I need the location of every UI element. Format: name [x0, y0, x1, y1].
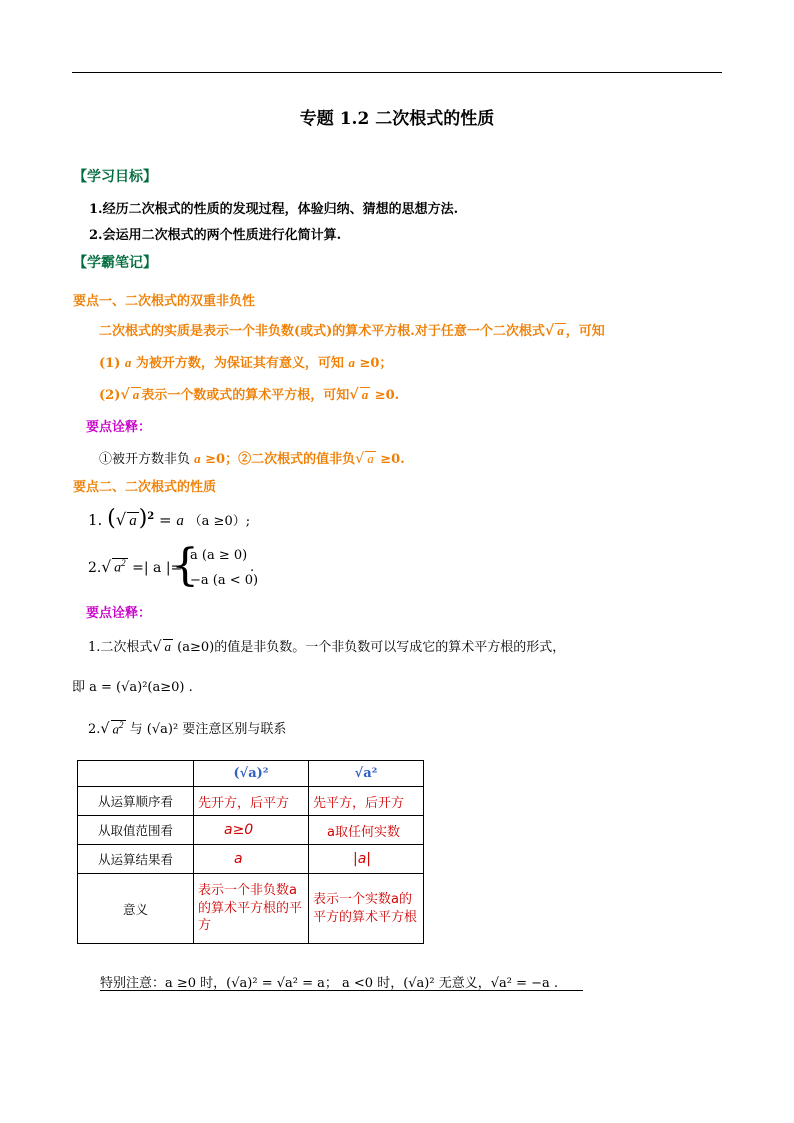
point1-line1: 二次根式的实质是表示一个非负数(或式)的算术平方根.对于任意一个二次根式√ a ，可知	[99, 323, 605, 339]
piecewise-brace: {	[171, 540, 199, 591]
table-cell: 表示一个非负数a的算术平方根的平方	[194, 874, 309, 944]
row-label: 从运算顺序看	[78, 787, 194, 816]
goal-2: 2.会运用二次根式的两个性质进行化简计算.	[89, 228, 342, 243]
case-2: −a (a < 0)	[190, 573, 259, 588]
property-1: 1. (√ a)$^2$ = a （a ≥0）;	[88, 506, 251, 531]
page-title: 专题 1.2 二次根式的性质	[299, 109, 495, 129]
row-label: 意义	[78, 874, 194, 944]
col-header-sqrt-then-square: (√a)²	[194, 761, 309, 787]
table-cell: a≥0	[194, 816, 309, 845]
table-row	[78, 845, 424, 874]
table-corner	[78, 761, 194, 787]
row-label: 从运算结果看	[78, 845, 194, 874]
point1-item2: (2)√ a 表示一个数或式的算术平方根，可知√ a ≥0.	[99, 387, 400, 403]
explain-label-1: 要点诠释：	[86, 420, 152, 435]
special-note-underline	[100, 990, 583, 991]
point1-explain: ①被开方数非负 a ≥0；②二次根式的值非负√ a ≥0.	[99, 451, 405, 467]
explain-label-2: 要点诠释：	[86, 606, 152, 621]
table-row	[78, 816, 424, 845]
top-rule	[72, 72, 722, 73]
property-2-period: .	[250, 560, 255, 575]
point2-heading: 要点二、二次根式的性质	[73, 480, 217, 495]
property-2: 2.√ $a^2$ =| a |=	[88, 558, 183, 576]
explain-1-line2: 即 a = (√a)²(a≥0) .	[72, 680, 193, 695]
explain-1: 1.二次根式√ a (a≥0)的值是非负数。一个非负数可以写成它的算术平方根的形式，	[88, 639, 566, 655]
row-label: 从取值范围看	[78, 816, 194, 845]
table-cell: a	[194, 845, 309, 874]
table-cell: a取任何实数	[309, 816, 424, 845]
table-row	[78, 874, 424, 944]
special-note: 特别注意：a ≥0 时，(√a)² = √a² = a； a <0 时，(√a)² 无意义，√a² = −a .	[100, 976, 559, 991]
point1-heading: 要点一、二次根式的双重非负性	[73, 294, 256, 309]
table-cell: 先平方，后开方	[309, 787, 424, 816]
section-goals-heading: 【学习目标】	[73, 169, 157, 185]
comparison-table	[77, 760, 424, 944]
table-header-row	[78, 761, 424, 787]
explain-2: 2.√ $a^2$ 与 (√a)² 要注意区别与联系	[88, 719, 287, 737]
section-notes-heading: 【学霸笔记】	[73, 255, 157, 271]
table-row	[78, 787, 424, 816]
case-1: a (a ≥ 0)	[190, 548, 248, 563]
col-header-square-then-sqrt: √a²	[309, 761, 424, 787]
point1-item1: (1) a 为被开方数，为保证其有意义，可知 a ≥0；	[99, 355, 393, 371]
table-cell: 先开方，后平方	[194, 787, 309, 816]
table-cell: 表示一个实数a的平方的算术平方根	[309, 874, 424, 944]
table-cell: |a|	[309, 845, 424, 874]
goal-1: 1.经历二次根式的性质的发现过程，体验归纳、猜想的思想方法.	[89, 202, 459, 217]
